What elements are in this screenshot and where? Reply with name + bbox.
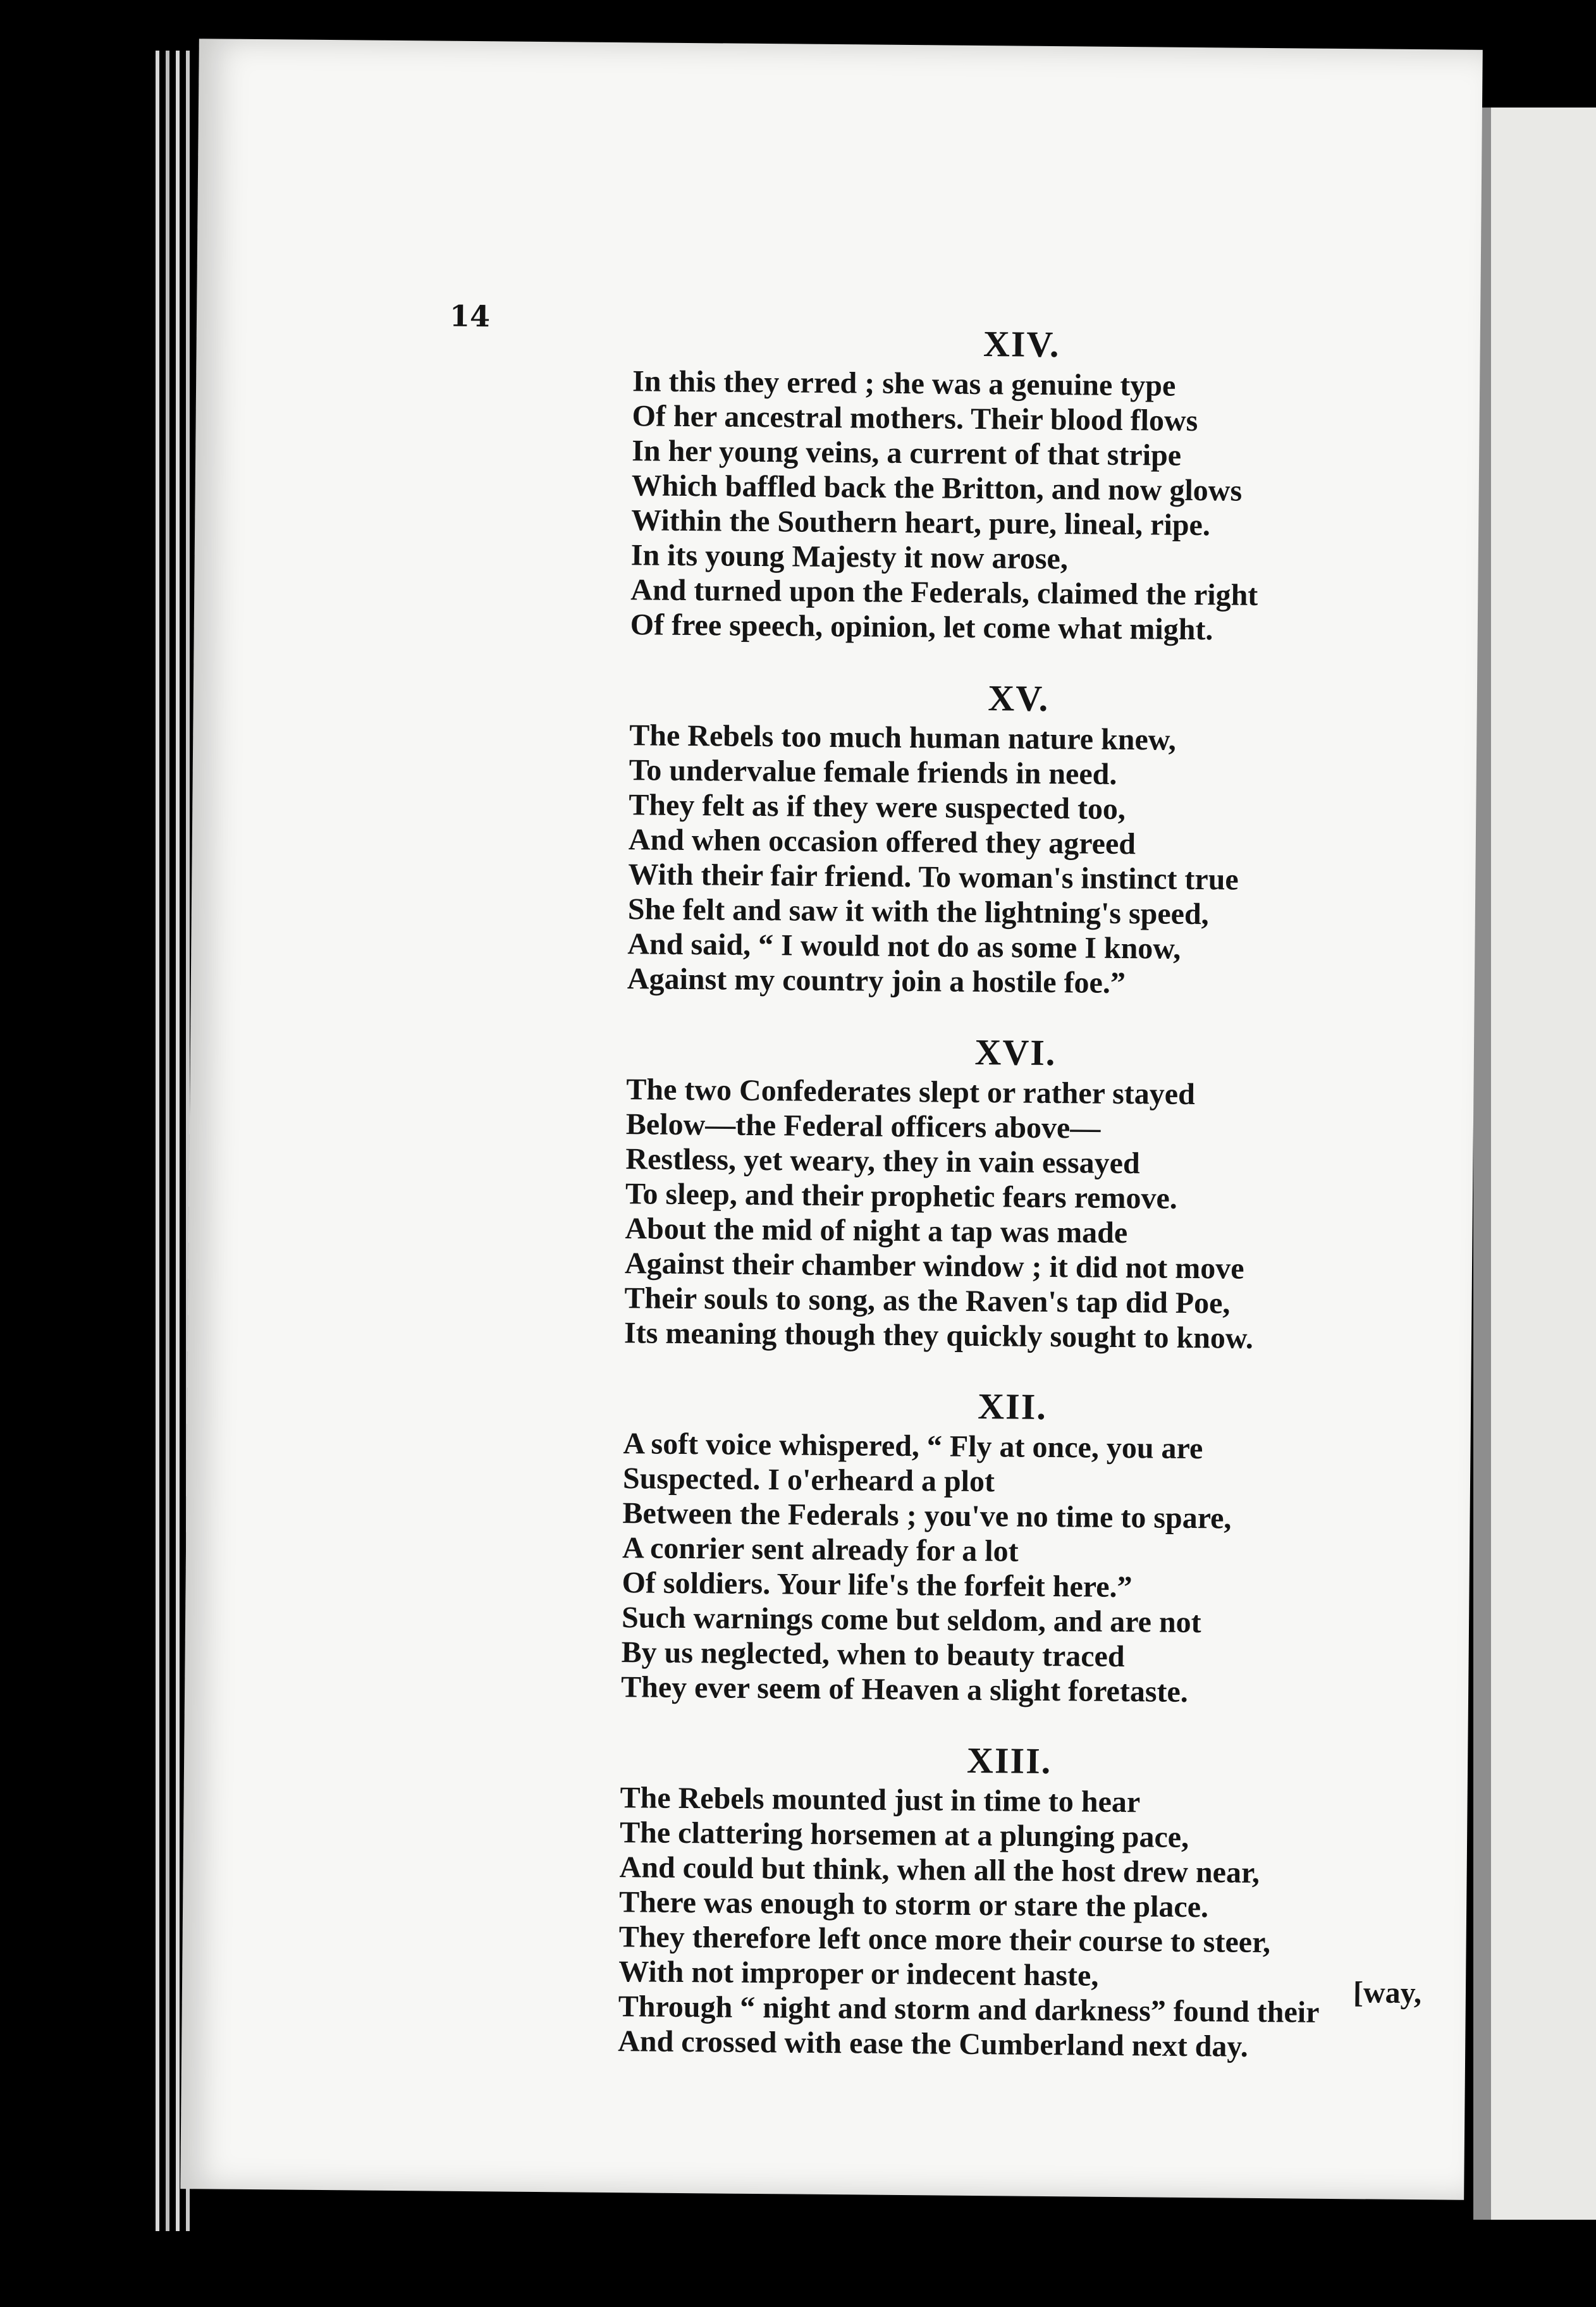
page-edge: [166, 51, 169, 2231]
verse-line: They felt as if they were suspected too,: [629, 788, 1126, 827]
verse-line: To undervalue female friends in need.: [629, 753, 1117, 791]
verse-line: Against my country join a hostile foe.”: [627, 962, 1126, 1000]
page-edge: [156, 51, 159, 2231]
verse-line: There was enough to storm or stare the place.: [618, 1885, 1209, 1924]
verse-line: To sleep, and their prophetic fears remove.: [625, 1177, 1178, 1215]
verse-line: Which baffled back the Britton, and now glows: [631, 469, 1243, 508]
verse-line: About the mid of night a tap was made: [625, 1212, 1128, 1250]
verse-line: Its meaning though they quickly sought to know.: [623, 1316, 1254, 1355]
verse-line: Against their chamber window ; it did not move: [624, 1246, 1244, 1286]
stanza-heading: XII.: [978, 1386, 1048, 1427]
verse-line: And when occasion offered they agreed: [628, 823, 1136, 861]
verse-line: With their fair friend. To woman's instinct true: [628, 858, 1239, 897]
verse-line: In its young Majesty it now arose,: [630, 538, 1069, 576]
page-edge: [176, 51, 180, 2231]
verse-line: With not improper or indecent haste,: [618, 1955, 1099, 1993]
verse-line: The Rebels too much human nature knew,: [629, 718, 1177, 757]
verse-line: Between the Federals ; you've no time to spare,: [622, 1496, 1232, 1535]
stanza-heading: XV.: [988, 677, 1050, 719]
verse-line: And turned upon the Federals, claimed the right: [630, 573, 1258, 612]
verse-line: Such warnings come but seldom, and are not: [621, 1601, 1201, 1640]
verse-line: Of her ancestral mothers. Their blood flows: [632, 399, 1198, 438]
stanza: [624, 1029, 1404, 1357]
carried-over-word: [way,: [1353, 1976, 1422, 2010]
verse-line: They ever seem of Heaven a slight foretaste.: [620, 1670, 1189, 1709]
verse-line: By us neglected, when to beauty traced: [621, 1635, 1125, 1674]
verse-line: They therefore left once more their course to steer,: [618, 1920, 1271, 1960]
verse-line: Below—the Federal officers above—: [625, 1107, 1101, 1145]
verse-line: In this they erred ; she was a genuine type: [632, 364, 1176, 403]
verse-line: Restless, yet weary, they in vain essayed: [625, 1142, 1140, 1181]
stanza: [627, 675, 1408, 1003]
verse-line: Of free speech, opinion, let come what might.: [630, 608, 1213, 647]
stanza: [621, 1383, 1401, 1711]
stanza: [630, 321, 1411, 649]
verse-line: She felt and saw it with the lightning's speed,: [627, 892, 1209, 932]
verse-line: And crossed with ease the Cumberland next day.: [618, 2024, 1248, 2064]
verse-line: The two Confederates slept or rather stayed: [626, 1073, 1196, 1112]
facing-page-edge: [1473, 108, 1596, 2220]
verse-line: Through “ night and storm and darkness” found their: [618, 1990, 1320, 2029]
verse-line: And could but think, when all the host drew near,: [619, 1850, 1260, 1890]
verse-line: In her young veins, a current of that stripe: [631, 434, 1182, 472]
poem-body: [618, 321, 1422, 2098]
verse-line: Of soldiers. Your life's the forfeit here.”: [622, 1566, 1133, 1604]
verse-line: Within the Southern heart, pure, lineal, ripe.: [631, 503, 1211, 543]
stanza-heading: XIII.: [966, 1739, 1052, 1782]
stanza: [618, 1737, 1422, 2065]
verse-line: A soft voice whispered, “ Fly at once, you are: [623, 1427, 1203, 1466]
verse-line: The Rebels mounted just in time to hear: [620, 1781, 1141, 1819]
stanza-heading: XVI.: [974, 1031, 1057, 1074]
verse-line: A conrier sent already for a lot: [622, 1531, 1019, 1568]
page-number: 14: [449, 298, 491, 334]
verse-line: Their souls to song, as the Raven's tap did Poe,: [624, 1281, 1231, 1320]
stanza-heading: XIV.: [983, 323, 1060, 366]
verse-line: The clattering horsemen at a plunging pace,: [619, 1816, 1189, 1854]
verse-line: And said, “ I would not do as some I know,: [627, 927, 1181, 966]
book-page: [180, 39, 1483, 2200]
verse-line: Suspected. I o'erheard a plot: [622, 1461, 995, 1499]
